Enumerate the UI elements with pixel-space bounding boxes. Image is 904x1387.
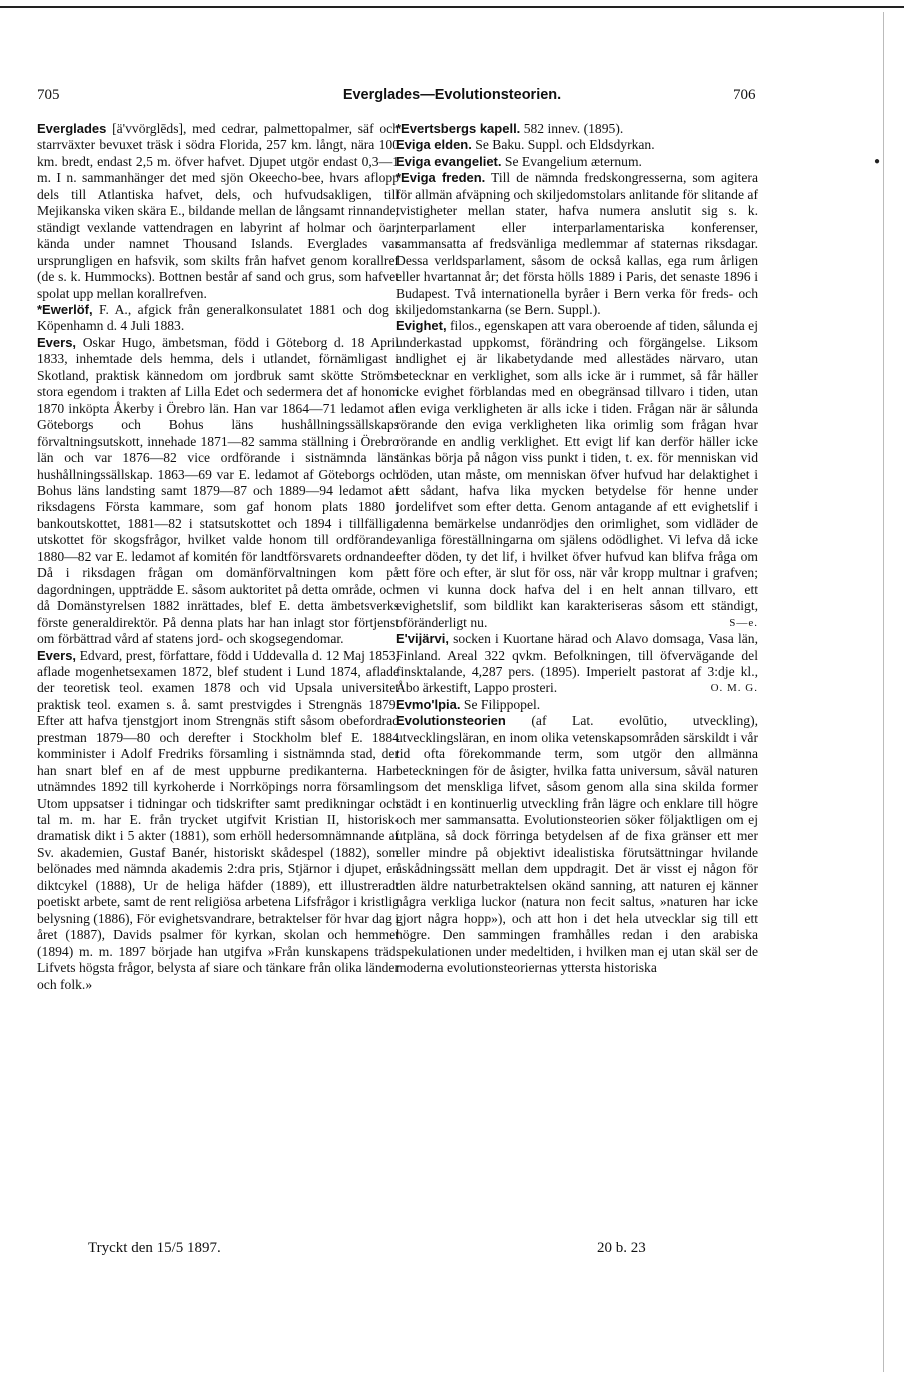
entry-headword: Evers, [37,334,77,350]
print-date: Tryckt den 15/5 1897. [88,1240,221,1256]
page-edge-line [883,12,884,1372]
entry-eviga-evangeliet [396,154,758,170]
entry-evmolpia [396,697,758,713]
entry-headword: Evmo'lpia. [396,696,461,712]
top-rule [0,6,904,8]
entry-headword: Evolutionsteorien [396,713,506,729]
right-page-number: 706 [733,87,756,103]
entry-evers-oskar [37,335,399,648]
ink-spot-icon: ● [874,156,881,167]
entry-text: Se Baku. Suppl. och Eldsdyrkan. [471,137,655,153]
entry-text: socken i Kuortane härad och Alavo domsaga, Vasa län, Finland. Areal 322 qvkm. Befolkningen, till öfvervägande del finsktalande, 4,287 pers. (1895). Imperielt pastorat af 3:dje kl., Åbo ärkestift, Lappo prosteri. [396,631,758,696]
author-signature: S—e. [729,616,758,629]
entry-evolutionsteorien [396,713,758,976]
entry-evijarvi [396,631,758,697]
entry-text: Edvard, prest, författare, född i Uddevalla d. 12 Maj 1853, aflade mogenhetsexamen 1872, blef student i Lund 1874, aflade der teoretisk teol. examen 1878 och vid Upsala universitet praktisk teol. examen s. å. samt prestvigdes i Strengnäs 1879. Efter att hafva tjenstgjort inom Strengnäs stift såsom obefordrad prestman 1879—80 och derefter i Stockholm blef E. 1884 komminister i Adolf Fredriks församling i sistnämnda stad, der han snart blef en af de mest uppburne predikanterna. Han utnämndes 1892 till kyrkoherde i Norrköpings norra församling. Utom uppsatser i tidningar och tidskrifter samt predikningar och tal m. m. har E. från trycket utgifvit Kristian II, historisk-dramatisk dikt i 5 akter (1881), som erhöll hedersomnämnande af Sv. akademien, Gustaf Banér, historiskt skådespel (1882), som belönades med nämnda akademis 2:dra pris, Stjärnor i djupet, en diktcykel (1888), Ur de heliga häfder (1889), ett illustreradt poetiskt arbete, samt de rent religiösa arbetena Lifsfrågor i kristlig belysning (1886), För evighetsvandrare, betraktelser för hvar dag i året (1887), Davids psalmer för kyrkan, skolan och hemmet (1894) m. m. 1897 började han utgifva »Från kunskapens träd. Lifvets högsta frågor, belysta af siare och tänkare från olika länder och folk.» [37,647,399,992]
entry-text: F. A., afgick från generalkonsulatet 1881 och dog i Köpenhamn d. 4 Juli 1883. [37,301,399,334]
entry-evertsbergs-kapell [396,121,758,137]
entry-text: filos., egenskapen att vara oberoende af tiden, sålunda ej underkastad uppkomst, förändring och förgängelse. Liksom andlighet ej är likabetydande med allestädes närvaro, utan betecknar en verklighet, som alls icke är i rummet, så får häller icke evighet förblandas med en obegränsad tillvaro i tiden, utan den eviga verkligheten är alls icke i tiden. Frågan när är sålunda rörande den eviga verkligheten lika orimlig som frågan hvar rörande en andlig verklighet. Ett evigt lif kan derför häller icke tänkas börja på någon viss punkt i tiden, t. ex. för menniskan vid döden, utan måste, om menniskan öfver hufvud har delaktighet i ett sådant, hafva lika mycken betydelse för henne under jordelifvet som efter detta. Genom antagande af ett evighetslif i denna bemärkelse undanrödjes den orimlighet, som vidläder de vanliga föreställningarna om själens odödlighet. Vi lefva då icke efter döden, ty det lif, i hvilket öfver hufvud kan blifva fråga om ett före och efter, är slut för oss, när vår kropp multnar i grafven; men vi kunna dock hafva del i en helt annan tillvaro, ett evighetslif, som bildlikt kan karakteriseras såsom ett ständigt, oföränderligt nu. [396,318,758,630]
entry-evers-edvard [37,648,399,994]
entry-text: Till de nämnda fredskongresserna, som agitera för allmän afväpning och skiljedomstolars anlitande för slitande af tvistigheter mellan stater, hafva numera anslutit sig s. k. interparlament eller interparlamentariska konferenser, sammansatta af fredsvänliga medlemmar af staternas riksdagar. Dessa verldsparlament, såsom de också kallas, ega rum årligen eller hvartannat år; det första hölls 1889 i Paris, det senaste 1896 i Budapest. Två internationella byråer i Bern verka för freds- och skiljedomstankarna (se Bern. Suppl.). [396,170,758,317]
entry-headword: Eviga elden. [396,137,472,153]
entry-headword: *Ewerlöf, [37,301,93,317]
entry-text: Se Evangelium æternum. [501,153,642,169]
entry-headword: Everglades [37,121,107,136]
left-column [37,121,399,993]
entry-eviga-freden [396,170,758,318]
entry-text: [ä'vvörglēds], med cedrar, palmettopalmer, säf och starrväxter bevuxet träsk i södra Florida, 257 km. långt, nära 100 km. bredt, endast 2,5 m. öfver hafvet. Djupet utgör endast 0,3—1 m. I n. sammanhänger det med sjön Okeecho-bee, hvars aflopp dels till Atlantiska hafvet, dels, och hufvudsakligen, till Mejikanska viken skära E., bildande mellan de långsamt rinnande, ständigt vexlande vattendragen en labyrint af holmar och öar, kända under namnet Thousand Islands. Everglades var ursprungligen en hafsvik, som skilts från hafvet genom korallref (de s. k. Hummocks). Bottnen består af sand och grus, som hafvet spolat upp mellan korallrefven. [37,121,399,301]
entry-evighet [396,318,758,631]
entry-headword: Eviga evangeliet. [396,153,502,169]
entry-headword: *Eviga freden. [396,170,486,186]
entry-headword: Evers, [37,647,77,663]
entry-headword: Evighet, [396,318,447,334]
entry-text: Oskar Hugo, ämbetsman, född i Göteborg d. 18 April 1833, inhemtade dels hemma, dels i utlandet, förnämligast i Skotland, praktisk kännedom om jordbruk samt skötte Ströms stora egendom i trakten af Lilla Edet och sedermera det af honom 1870 inköpta Åkerby i Örebro län. Han var 1864—71 ledamot af Göteborgs och Bohus läns hushållningssällskaps förvaltningsutskott, innehade 1871—82 samma ställning i Örebro län och var 1876—82 vice ordförande i sistnämnda läns hushållningssällskap. 1863—69 var E. ledamot af Göteborgs och Bohus läns landsting samt 1879—87 och 1889—94 ledamot af riksdagens Första kammare, som gaf honom plats 1880 i bankoutskottet, 1881—82 i statsutskottet och 1894 i tillfälliga utskottet för skogsfrågor, hvilket valde honom till ordförande. 1880—82 var E. ledamot af komitén för landtförsvarets ordnande. Då i riksdagen frågan om domänförvaltningen kom på dagordningen, uppträdde E. såsom auktoritet på detta område, och då Domänstyrelsen 1882 inrättades, blef E. detta ämbetsverks förste generaldirektör. På denna plats har han inlagt stor förtjenst om förbättrad vård af statens jord- och skogsegendomar. [37,334,399,647]
entry-text: Se Filippopel. [460,696,541,712]
entry-eviga-elden [396,137,758,153]
left-page-number: 705 [37,87,60,103]
right-column [396,121,758,977]
entry-text: (af Lat. evolūtio, utveckling), utvecklingsläran, en inom olika vetenskapsområden särskildt i vår tid ofta förekommande term, som utgör den allmänna beteckningen för de åsigter, hvilka fatta universum, såväl naturen som det menskliga lifvet, såsom genom alla sina skilda former städt i en kontinuerlig utveckling från lägre och enklare till högre och mer sammansatta. Evolutionsteorien söker följaktligen om ej utpläna, så dock förringa betydelsen af de fixa gränser ett mer eller mindre på objektivt idealistiska förutsättningar hvilande åskådningssätt mellan dem uppdragit. Det är visst ej någon för den äldre naturbetraktelsen okänd sanning, att naturen ej känner några verkliga luckor (natura non fecit saltus, »naturen har icke gjort några hopp»), och att hon i det hela utvecklar sig till ett högre. Den sammingen framhålles redan i den arabiska spekulationen under medeltiden, i hvilken man ej utan skäl ser de moderna evolutionsteoriernas yttersta historiska [396,713,758,976]
signature-mark: 20 b. 23 [597,1240,646,1256]
running-head-title: Everglades—Evolutionsteorien. [342,87,562,103]
author-signature: O. M. G. [710,682,758,695]
entry-everglades [37,121,399,302]
entry-ewerlof [37,302,399,335]
entry-text: 582 innev. (1895). [520,121,624,136]
entry-headword: *Evertsbergs kapell. [396,121,521,136]
entry-headword: E'vijärvi, [396,631,449,647]
